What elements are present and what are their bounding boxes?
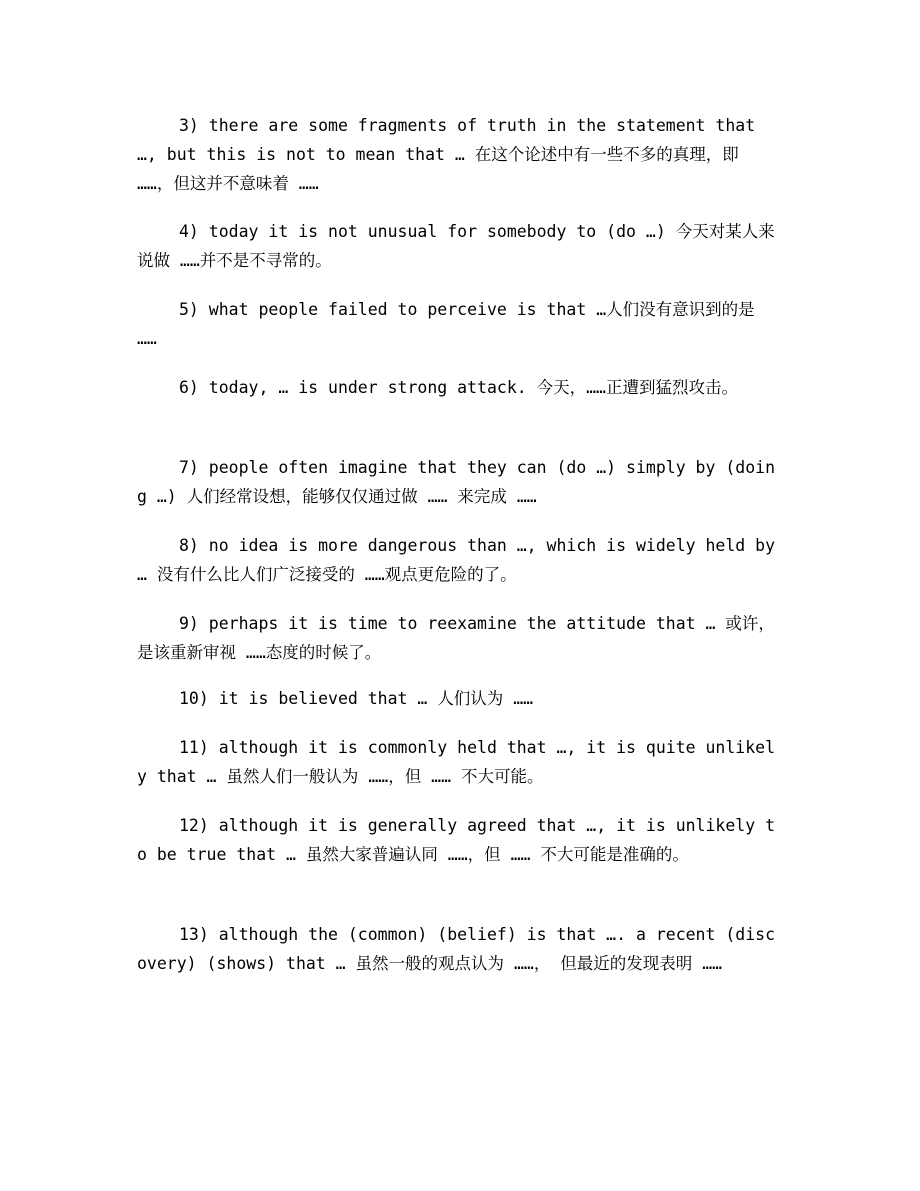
phrase-item-6: 6) today, … is under strong attack. 今天，……正遭到猛烈攻击。 — [179, 378, 738, 397]
phrase-item-13: 13) although the (common) (belief) is that …. a recent (discovery) (shows) that … 虽然一般的观点认为 ……， 但最近的发现表明 …… — [137, 925, 776, 973]
phrase-item-7: 7) people often imagine that they can (do …) simply by (doing …) 人们经常设想，能够仅仅通过做 …… 来完成 …… — [137, 458, 776, 506]
phrase-item-8: 8) no idea is more dangerous than …, which is widely held by … 没有什么比人们广泛接受的 ……观点更危险的了。 — [137, 536, 776, 584]
phrase-item-10: 10) it is believed that … 人们认为 …… — [179, 689, 534, 708]
phrase-item-11: 11) although it is commonly held that …, it is quite unlikely that … 虽然人们一般认为 ……，但 …… 不大可能。 — [137, 738, 776, 786]
phrase-item-4: 4) today it is not unusual for somebody to (do …) 今天对某人来说做 ……并不是不寻常的。 — [137, 222, 775, 270]
phrase-item-3: 3) there are some fragments of truth in the statement that …, but this is not to mean that … 在这个论述中有一些不多的真理，即 ……，但这并不意味着 …… — [137, 116, 756, 193]
phrase-item-12: 12) although it is generally agreed that …, it is unlikely to be true that … 虽然大家普遍认同 ……，但 …… 不大可能是准确的。 — [137, 816, 776, 864]
phrase-item-9: 9) perhaps it is time to reexamine the attitude that … 或许，是该重新审视 ……态度的时候了。 — [137, 614, 775, 662]
phrase-item-5: 5) what people failed to perceive is that …人们没有意识到的是 …… — [137, 300, 755, 348]
